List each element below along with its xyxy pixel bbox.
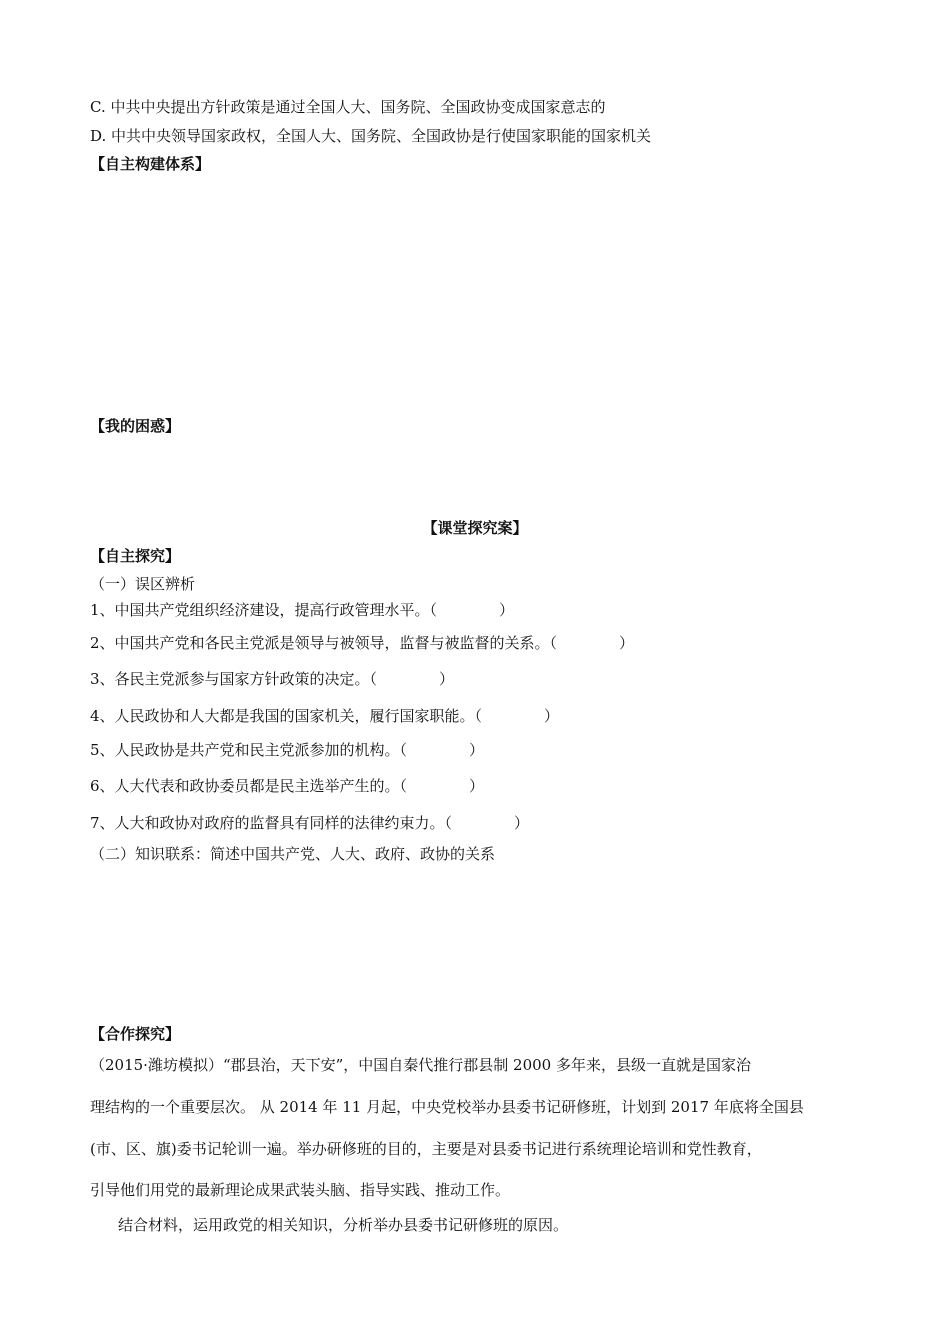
section-self-build: 【自主构建体系】	[90, 155, 211, 173]
misconception-item-4: 4、人民政协和人大都是我国的国家机关，履行国家职能。（ ）	[90, 707, 560, 725]
misconception-item-7: 7、人大和政协对政府的监督具有同样的法律约束力。（ ）	[90, 814, 530, 832]
section-coop-explore: 【合作探究】	[90, 1025, 181, 1043]
option-c: C. 中共中央提出方针政策是通过全国人大、国务院、全国政协变成国家意志的	[90, 98, 606, 116]
coop-material-line-1: （2015·潍坊模拟）“郡县治，天下安”，中国自秦代推行郡县制 2000 多年来，县级一直就是国家治	[90, 1056, 751, 1074]
option-d: D. 中共中央领导国家政权，全国人大、国务院、全国政协是行使国家职能的国家机关	[90, 127, 652, 145]
misconception-item-6: 6、人大代表和政协委员都是民主选举产生的。（ ）	[90, 777, 485, 795]
misconception-item-5: 5、人民政协是共产党和民主党派参加的机构。（ ）	[90, 741, 485, 759]
coop-material-line-4: 引导他们用党的最新理论成果武装头脑、指导实践、推动工作。	[90, 1181, 511, 1199]
coop-material-line-2: 理结构的一个重要层次。 从 2014 年 11 月起，中央党校举办县委书记研修班，计划到 2017 年底将全国县	[90, 1098, 804, 1116]
section-self-explore: 【自主探究】	[90, 547, 181, 565]
misconception-item-3: 3、各民主党派参与国家方针政策的决定。（ ）	[90, 670, 455, 688]
section-my-confusion: 【我的困惑】	[90, 417, 181, 435]
knowledge-link: （二）知识联系：简述中国共产党、人大、政府、政协的关系	[90, 845, 496, 863]
page-title: 【课堂探究案】	[422, 519, 528, 537]
coop-material-line-3: (市、区、旗)委书记轮训一遍。举办研修班的目的，主要是对县委书记进行系统理论培训和党性教育，	[90, 1140, 762, 1158]
misconception-heading: （一）误区辨析	[90, 575, 196, 593]
misconception-item-2: 2、中国共产党和各民主党派是领导与被领导，监督与被监督的关系。（ ）	[90, 634, 635, 652]
misconception-item-1: 1、中国共产党组织经济建设，提高行政管理水平。（ ）	[90, 601, 515, 619]
coop-question: 结合材料，运用政党的相关知识，分析举办县委书记研修班的原因。	[118, 1216, 569, 1234]
